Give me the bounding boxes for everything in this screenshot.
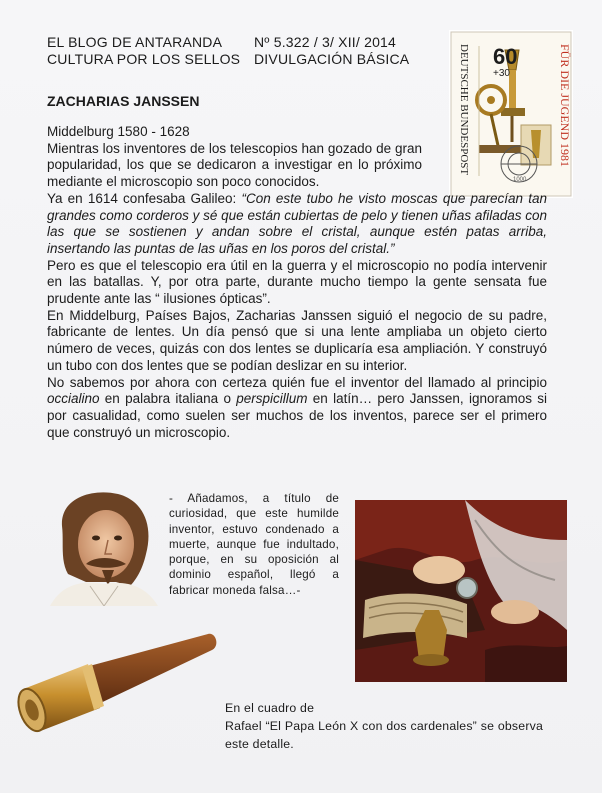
inventor-text-c: en latín… pero Janssen, ignoramos si por casualidad, como suelen ser muchos de los inventos, parece ser el primero que construyó un microscopio. (47, 391, 548, 440)
dates-line: Middelburg 1580 - 1628 (47, 124, 190, 139)
caption-line-1: En el cuadro de (225, 701, 315, 715)
term-perspicillum: perspicillum (236, 391, 308, 407)
stamp-issue: FÜR DIE JUGEND 1981 (558, 44, 572, 167)
stamp-value: 60 (493, 44, 518, 69)
aside-note: - Añadamos, a título de curiosidad, que este humilde inventor, estuvo condenado a muerte, aunque fue indultado, porque, en su oposición al dominio español, llegó a fabricar moneda falsa…- (169, 492, 339, 597)
galileo-lead: Ya en 1614 confesaba Galileo: (47, 190, 242, 206)
blog-subtitle: CULTURA POR LOS SELLOS (47, 51, 241, 67)
inventor-text-b: en palabra italiana o (99, 391, 237, 407)
postmark-text: 1000 (513, 177, 527, 183)
article-title: ZACHARIAS JANSSEN (47, 93, 200, 109)
issue-number: Nº 5.322 / 3/ XII/ 2014 (254, 34, 397, 50)
blog-name: EL BLOG DE ANTARANDA (47, 34, 223, 50)
inventor-paragraph (47, 375, 547, 442)
term-occialino: occialino (47, 391, 100, 407)
janssen-paragraph: En Middelburg, Países Bajos, Zacharias Janssen siguió el negocio de su padre, fabricante de lentes. Un día pensó que si una lente ampliaba un objeto cierto número de veces, quizás con dos lentes se duplicaría esa ampliación. Y construyó un tubo con dos lentes que se podían deslizar en su interior. (47, 307, 547, 373)
janssen-portrait (42, 486, 160, 606)
article-body (47, 124, 547, 441)
blog-header (47, 34, 409, 68)
intro-paragraph: Mientras los inventores de los telescopios han gozado de gran popularidad, los que se dedicaron a investigar en lo próximo mediante el microscopio son poco conocidos. (47, 140, 422, 190)
telescope-image (12, 628, 224, 738)
galileo-quote: “Con este tubo he visto moscas que parecían tan grandes como corderos y sé que están cubiertas de pelo y tienen uñas afiladas con las que se sostienen y andan sobre el cristal, aunque estén patas arriba, insertando las puntas de las uñas en los poros del cristal.” (47, 190, 547, 256)
galileo-paragraph (47, 191, 547, 258)
raphael-painting-detail (355, 500, 567, 682)
caption-line-2: Rafael “El Papa León X con dos cardenales” se observa este detalle. (225, 719, 543, 751)
inventor-text-a: No sabemos por ahora con certeza quién fue el inventor del llamado al principio (47, 374, 547, 390)
stamp-surcharge: +30 (493, 68, 510, 79)
painting-caption (225, 699, 543, 753)
war-paragraph: Pero es que el telescopio era útil en la guerra y el microscopio no podía intervenir en las batallas. Y, por otra parte, durante mucho tiempo la gente sensata fue prudente ante las “ ilusiones ópticas”. (47, 257, 547, 307)
stamp-country: DEUTSCHE BUNDESPOST (458, 44, 470, 176)
section-label: DIVULGACIÓN BÁSICA (254, 51, 410, 67)
